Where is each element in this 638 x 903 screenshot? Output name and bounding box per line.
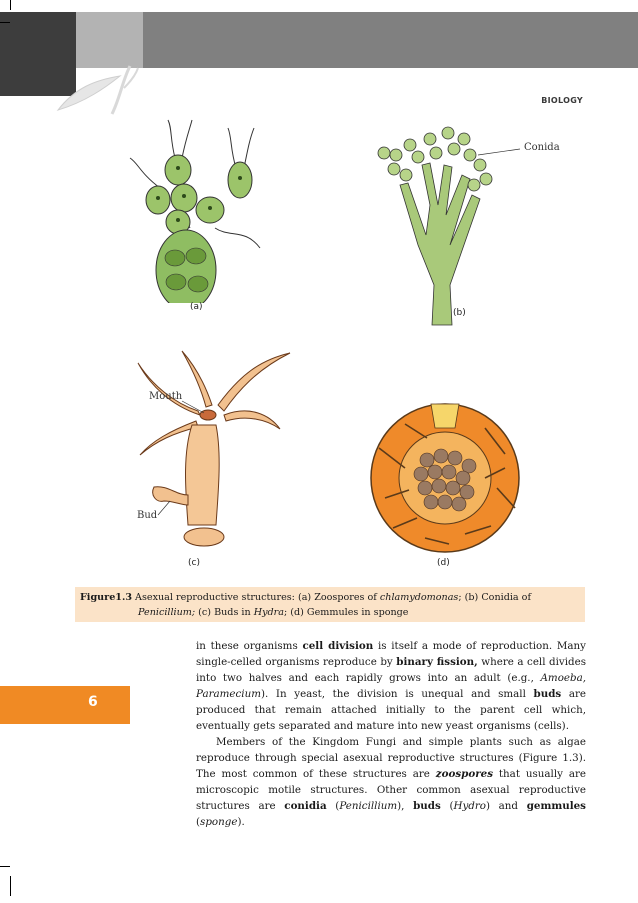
text-run: ( — [440, 800, 454, 812]
text-run: ) and — [485, 800, 527, 812]
italic-run: Penicillium — [339, 800, 398, 812]
crop-mark — [0, 22, 10, 23]
term-zoospores: zoospores — [435, 768, 494, 780]
crop-mark — [10, 0, 11, 10]
mouth-callout: Mouth — [149, 391, 183, 402]
conida-callout: Conida — [524, 142, 560, 153]
text-run: ). — [237, 816, 245, 828]
body-text — [196, 638, 586, 830]
term-buds: buds — [533, 688, 562, 700]
panel-label-d: (d) — [437, 558, 450, 568]
zoospores-illustration — [120, 118, 280, 303]
panel-label-b: (b) — [453, 308, 466, 318]
page-number-tab — [0, 686, 130, 724]
header-gray-bar — [143, 12, 638, 68]
italic-run: Hydro — [453, 800, 486, 812]
running-head: BIOLOGY — [541, 96, 583, 105]
term-buds: buds — [413, 800, 441, 812]
caption-text: Asexual reproductive structures: (a) Zoospores of — [132, 592, 380, 603]
hydra-illustration — [130, 345, 300, 555]
paragraph — [196, 638, 586, 734]
caption-text: ; (b) Conidia of — [458, 592, 532, 603]
page-number: 6 — [88, 694, 98, 710]
panel-label-a: (a) — [190, 302, 203, 312]
text-run: ( — [196, 816, 201, 828]
text-run: Members of the Kingdom Fungi and simple plants such as algae reproduce through special asexual reproductive structures (Figure 1.3). The most common of these structures are — [196, 736, 586, 780]
bud-callout: Bud — [137, 510, 158, 521]
figure-caption — [80, 590, 580, 620]
crop-mark — [10, 876, 11, 896]
conidia-illustration — [370, 125, 530, 330]
text-run: in these organisms — [196, 640, 303, 652]
caption-text: ; (d) Gemmules in sponge — [283, 607, 409, 618]
caption-italic: Hydra — [253, 607, 284, 618]
caption-text: (c) Buds in — [195, 607, 254, 618]
crop-mark — [0, 866, 10, 867]
text-run: are produced that remain attached initially to the parent cell which, eventually gets separated and mature into new yeast organisms (cells). — [196, 688, 587, 732]
text-run: that usually are microscopic motile structures. Other common asexual reproductive structures are — [196, 768, 586, 812]
term-gemmules: gemmules — [526, 800, 586, 812]
leaf-logo-icon — [50, 58, 140, 120]
gemmule-illustration — [365, 398, 525, 553]
caption-title: Figure1.3 — [80, 592, 132, 603]
term-conidia: conidia — [284, 800, 327, 812]
text-run: ). In yeast, the division is unequal and small — [260, 688, 534, 700]
italic-run: Amoeba, Paramecium — [196, 672, 586, 700]
text-run: is itself a mode of reproduction. Many single-celled organisms reproduce by — [196, 640, 586, 668]
text-run: ), — [397, 800, 414, 812]
panel-label-c: (c) — [188, 558, 200, 568]
term-binary-fission: binary fission, — [396, 656, 478, 668]
term-cell-division: cell division — [302, 640, 374, 652]
italic-run: sponge — [200, 816, 238, 828]
caption-italic: chlamydomonas — [379, 592, 459, 603]
caption-italic: Penicillium; — [138, 607, 196, 618]
text-run: where a cell divides into two halves and each rapidly grows into an adult (e.g., — [196, 656, 586, 684]
paragraph — [196, 734, 586, 830]
text-run: ( — [326, 800, 340, 812]
